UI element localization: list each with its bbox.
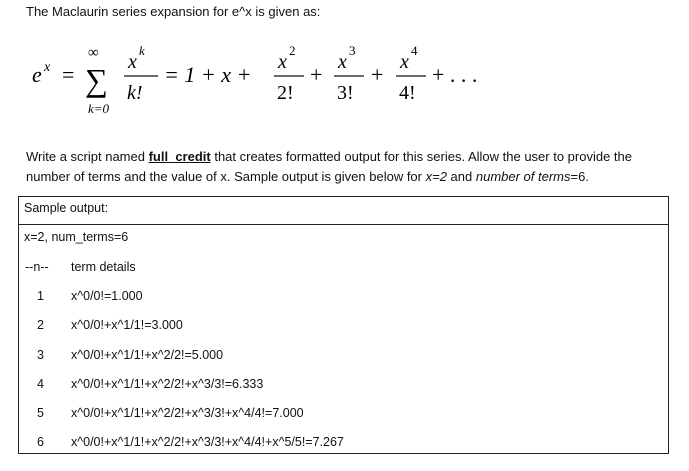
row-text: x^0/0!+x^1/1!+x^2/2!=5.000 [71, 348, 224, 362]
row-text: x^0/0!+x^1/1!+x^2/2!+x^3/3!=6.333 [71, 377, 264, 391]
formula-rhs-start: = 1 + x + [164, 62, 252, 87]
sum-symbol: ∑ [85, 62, 108, 98]
sum-lower-limit: k=0 [88, 101, 110, 116]
row-text: x^0/0!+x^1/1!=3.000 [71, 318, 183, 332]
sample-output-box [18, 196, 669, 454]
desc-cond2: number of terms [475, 169, 571, 184]
term2-num-exp: 2 [289, 43, 296, 58]
frac-den: k! [127, 82, 143, 104]
row-num: 4 [37, 377, 44, 391]
sample-params: x=2, num_terms=6 [24, 230, 129, 244]
term3-num-exp: 3 [349, 43, 356, 58]
row-num: 6 [37, 435, 44, 449]
col-header-n: --n-- [25, 260, 49, 274]
sum-upper-limit: ∞ [88, 45, 99, 61]
term4-num-base: x [400, 51, 409, 73]
sample-title: Sample output: [24, 201, 109, 215]
formula-lhs-exp: x [44, 60, 51, 75]
term3-num-base: x [338, 51, 347, 73]
row-num: 5 [37, 406, 44, 420]
maclaurin-formula [32, 38, 502, 126]
desc-part2: that creates formatted output for this series. Allow the user to provide the number of terms and the value of x. Sample output is given below for [26, 149, 632, 184]
desc-part1: Write a script named [26, 149, 149, 164]
col-header-details: term details [71, 260, 136, 274]
plus-2: + [371, 62, 384, 87]
term4-num-exp: 4 [411, 43, 418, 58]
desc-cond1: x=2 [425, 169, 447, 184]
row-text: x^0/0!+x^1/1!+x^2/2!+x^3/3!+x^4/4!=7.000 [71, 406, 304, 420]
frac-num-base: x [128, 51, 137, 73]
frac-num-exp: k [139, 43, 145, 58]
term2-num-base: x [278, 51, 287, 73]
row-num: 1 [37, 289, 44, 303]
term4-den: 4! [399, 82, 416, 104]
formula-lhs-base: e [32, 62, 42, 87]
plus-1: + [310, 62, 323, 87]
desc-part3: and [446, 169, 476, 184]
formula-ellipsis: + . . . [432, 62, 478, 87]
script-name: full_credit [148, 149, 211, 164]
sample-divider [19, 224, 668, 225]
term2-den: 2! [277, 82, 294, 104]
row-num: 3 [37, 348, 44, 362]
term3-den: 3! [337, 82, 354, 104]
intro-text: The Maclaurin series expansion for e^x is given as: [26, 4, 321, 19]
formula-equals: = [62, 62, 75, 87]
row-text: x^0/0!+x^1/1!+x^2/2!+x^3/3!+x^4/4!+x^5/5!=7.267 [71, 435, 344, 449]
row-text: x^0/0!=1.000 [71, 289, 143, 303]
row-num: 2 [37, 318, 44, 332]
assignment-description [26, 147, 666, 187]
desc-part4: =6. [570, 169, 589, 184]
